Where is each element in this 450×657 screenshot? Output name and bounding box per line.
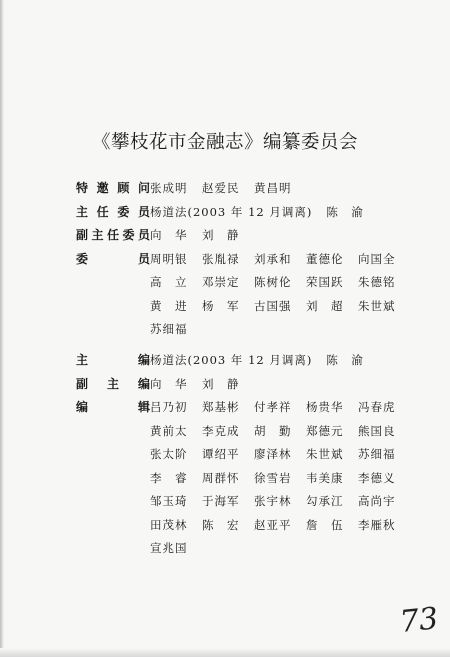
- member-name: 刘承和: [254, 251, 292, 266]
- member-name: 张成明: [150, 181, 188, 195]
- committee-row: [76, 248, 426, 342]
- member-name: 杨贵华: [306, 400, 344, 414]
- member-name: 杨 军: [202, 298, 240, 313]
- committee-row: [76, 177, 426, 201]
- member-name: 赵亚平: [254, 517, 292, 532]
- member-name: 郑德元: [306, 423, 344, 438]
- member-name: 向 华: [150, 376, 188, 391]
- member-name: 刘 静: [202, 376, 240, 391]
- member-name: 刘 静: [202, 228, 240, 242]
- member-names: [150, 248, 426, 342]
- role-label: 主 编: [76, 353, 150, 367]
- editorial-section: [76, 349, 426, 561]
- member-name: 赵爱民: [202, 181, 240, 195]
- role-label: 副 主 编: [76, 376, 150, 391]
- member-name: 勾承江: [306, 494, 344, 508]
- member-name: 董德伦: [306, 251, 344, 266]
- member-name: 高尚宇: [358, 494, 396, 508]
- member-name: 朱德铭: [358, 275, 396, 289]
- member-names: [150, 201, 426, 225]
- member-name: 宣兆国: [150, 541, 188, 555]
- member-name: 高 立: [150, 275, 188, 289]
- editorial-row: [76, 349, 426, 373]
- member-names: [150, 349, 426, 373]
- member-name: 李雁秋: [358, 517, 396, 532]
- page-number: 73: [398, 601, 440, 640]
- member-names: [150, 177, 426, 201]
- member-name: 胡 勤: [254, 423, 292, 438]
- member-name: 周群怀: [202, 470, 240, 485]
- member-name: 张宇林: [254, 494, 292, 508]
- member-name: 苏细福: [150, 322, 188, 336]
- member-name: 詹 伍: [306, 517, 344, 532]
- member-name: 陈 渝: [326, 204, 364, 219]
- member-name: 苏细福: [358, 447, 396, 461]
- member-name: 田茂林: [150, 517, 188, 532]
- member-name: 杨道法(2003 年 12 月调离): [150, 204, 313, 219]
- member-name: 李克成: [202, 423, 240, 438]
- member-name: 冯春虎: [358, 400, 396, 414]
- role-label: 特 邀 顾 问: [76, 181, 150, 195]
- member-name: 郑基彬: [202, 400, 240, 414]
- member-name: 向国全: [358, 251, 396, 266]
- member-name: 吕乃初: [150, 400, 188, 414]
- member-name: 古国强: [254, 298, 292, 313]
- member-name: 李 睿: [150, 470, 188, 485]
- role-label: 主 任 委 员: [76, 204, 150, 219]
- member-names: [150, 396, 426, 561]
- member-name: 熊国良: [358, 423, 396, 438]
- member-names: [150, 224, 426, 248]
- member-names: [150, 373, 426, 397]
- member-name: 向 华: [150, 228, 188, 242]
- member-name: 陈 渝: [326, 353, 364, 367]
- member-name: 荣国跃: [306, 275, 344, 289]
- member-name: 谭绍平: [202, 447, 240, 461]
- role-label: 委 员: [76, 251, 150, 266]
- member-name: 黄前太: [150, 423, 188, 438]
- member-name: 黄 进: [150, 298, 188, 313]
- editorial-row: [76, 373, 426, 397]
- member-name: 张胤禄: [202, 251, 240, 266]
- committee-row: [76, 224, 426, 248]
- page-edge-shadow: [0, 0, 4, 657]
- member-name: 杨道法(2003 年 12 月调离): [150, 353, 313, 367]
- member-name: 邹玉琦: [150, 494, 188, 508]
- member-name: 廖泽林: [254, 447, 292, 461]
- member-name: 李德义: [358, 470, 396, 485]
- member-name: 黄昌明: [254, 181, 292, 195]
- role-label: 副 主 任 委 员: [76, 228, 150, 242]
- member-name: 朱世斌: [358, 298, 396, 313]
- member-name: 周明银: [150, 251, 188, 266]
- member-name: 陈树伦: [254, 275, 292, 289]
- member-name: 朱世斌: [306, 447, 344, 461]
- member-name: 刘 超: [306, 298, 344, 313]
- member-name: 陈 宏: [202, 517, 240, 532]
- member-name: 邓崇定: [202, 275, 240, 289]
- committee-section: [76, 177, 426, 342]
- member-name: 张太阶: [150, 447, 188, 461]
- editorial-row: [76, 396, 426, 561]
- member-name: 于海军: [202, 494, 240, 508]
- member-name: 韦美康: [306, 470, 344, 485]
- member-name: 付孝祥: [254, 400, 292, 414]
- member-name: 徐雪岩: [254, 470, 292, 485]
- page-bottom-edge: [0, 648, 450, 657]
- page-title: 《攀枝花市金融志》编纂委员会: [91, 132, 358, 153]
- committee-row: [76, 201, 426, 225]
- role-label: 编 辑: [76, 400, 150, 414]
